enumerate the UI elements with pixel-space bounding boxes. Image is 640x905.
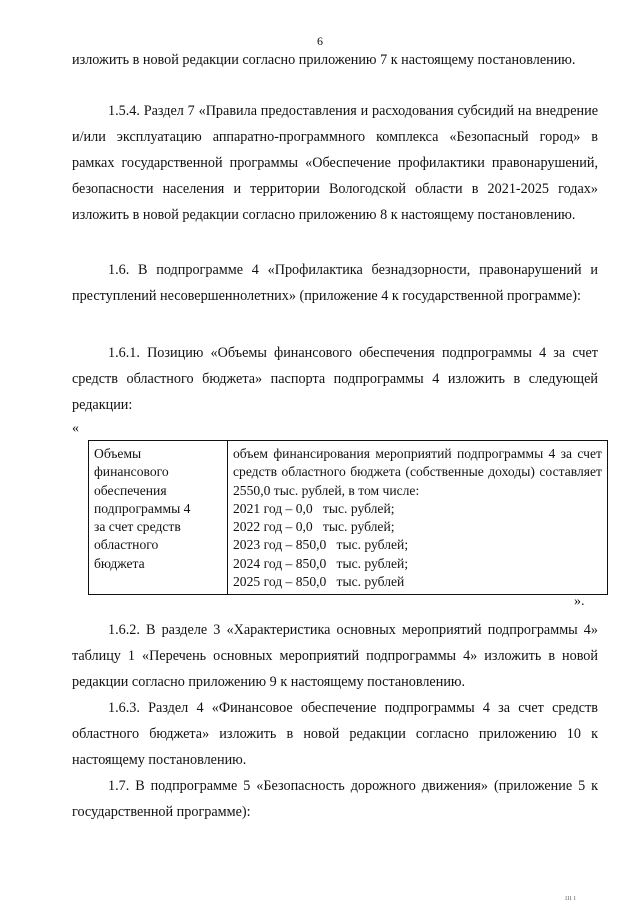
footer-mark: ııı ı (565, 893, 576, 902)
label-line: обеспечения (94, 482, 167, 498)
label-line: финансового (94, 464, 169, 480)
funding-year-2025: 2025 год – 850,0 тыс. рублей (233, 574, 405, 590)
label-line: бюджета (94, 555, 145, 571)
table-cell-label (89, 441, 228, 595)
funding-year-2021: 2021 год – 0,0 тыс. рублей; (233, 500, 395, 516)
paragraph-1-6: 1.6. В подпрограмме 4 «Профилактика безнадзорности, правонарушений и преступлений несовершеннолетних» (приложение 4 к государственной программе): (72, 262, 598, 304)
label-line: за счет средств (94, 519, 181, 535)
closing-quote-mark: ». (574, 594, 585, 609)
paragraph-continuation: изложить в новой редакции согласно приложению 7 к настоящему постановлению. (72, 52, 576, 68)
table-row (89, 441, 608, 595)
page-number: 6 (317, 34, 323, 48)
paragraph-1-6-1: 1.6.1. Позицию «Объемы финансового обеспечения подпрограммы 4 за счет средств областного бюджета» паспорта подпрограммы 4 изложить в следующей редакции: (72, 345, 598, 413)
funding-year-2024: 2024 год – 850,0 тыс. рублей; (233, 555, 409, 571)
label-line: областного (94, 537, 159, 553)
funding-summary: объем финансирования мероприятий подпрограммы 4 за счет средств областного бюджета (собственные доходы) составляет 2550,0 тыс. рублей, в том числе: (233, 446, 602, 498)
paragraph-1-5-4: 1.5.4. Раздел 7 «Правила предоставления и расходования субсидий на внедрение и/или эксплуатацию аппаратно-программного комплекса «Безопасный город» в рамках государственной программы «Обеспечение профилактики правонарушений, безопасности населения и территории Вологодской области в 2021-2025 годах» изложить в новой редакции согласно приложению 8 к настоящему постановлению. (72, 103, 598, 223)
table-cell-value (228, 441, 608, 595)
funding-table (88, 440, 608, 595)
paragraph-1-6-3: 1.6.3. Раздел 4 «Финансовое обеспечение подпрограммы 4 за счет средств областного бюджета» изложить в новой редакции согласно приложению 10 к настоящему постановлению. (72, 700, 598, 768)
funding-year-2022: 2022 год – 0,0 тыс. рублей; (233, 519, 395, 535)
opening-quote-mark: « (72, 421, 79, 436)
funding-year-2023: 2023 год – 850,0 тыс. рублей; (233, 537, 409, 553)
paragraph-1-7: 1.7. В подпрограмме 5 «Безопасность дорожного движения» (приложение 5 к государственной программе): (72, 778, 598, 820)
label-line: подпрограммы 4 (94, 500, 191, 516)
label-line: Объемы (94, 446, 142, 461)
paragraph-1-6-2: 1.6.2. В разделе 3 «Характеристика основных мероприятий подпрограммы 4» таблицу 1 «Перечень основных мероприятий подпрограммы 4» изложить в новой редакции согласно приложению 9 к настоящему постановлению. (72, 622, 598, 690)
